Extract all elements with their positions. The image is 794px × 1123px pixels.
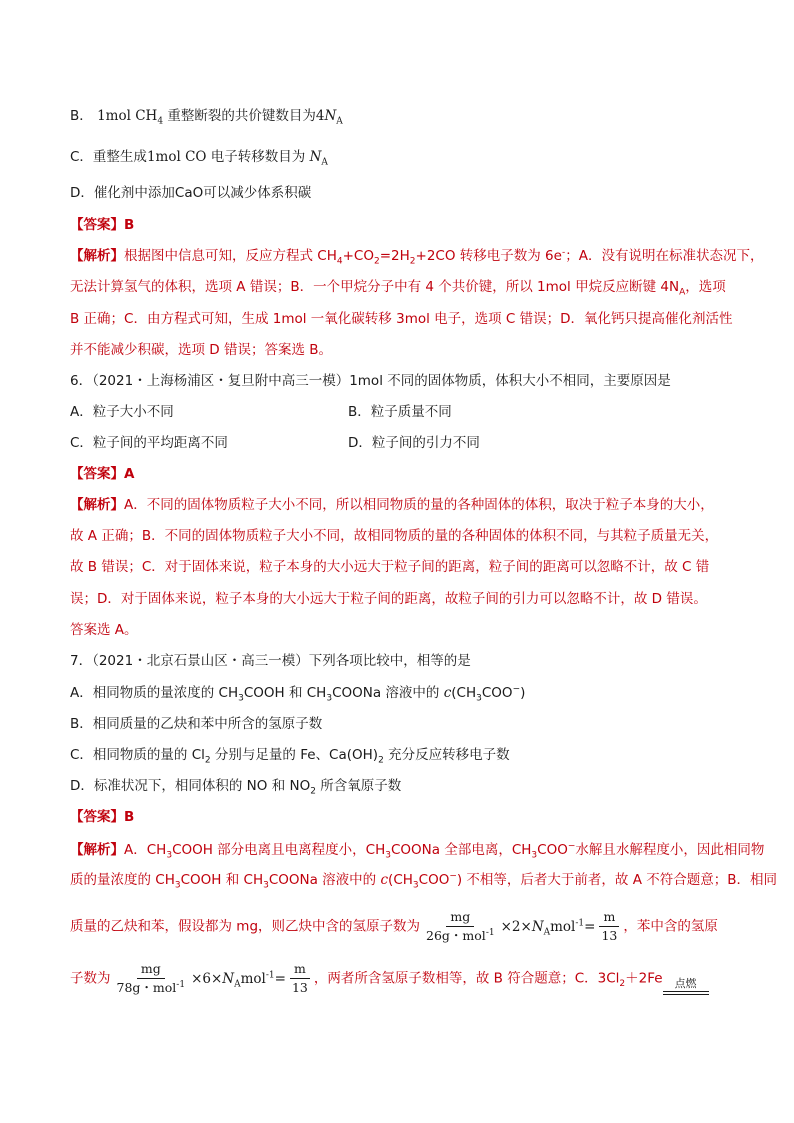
question-stem: 7．（2021・北京石景山区・高三一模）下列各项比较中，相等的是 <box>70 653 471 669</box>
option-c: C．相同物质的量的 $Cl_2$ 分别与足量的 Fe、$Ca(OH)_2$ 充分反应转移电子数 <box>70 747 510 766</box>
analysis-line: 故 B 错误；C．对于固体来说，粒子本身的大小远大于粒子间的距离，粒子间的距离可以忽略不计，故 C 错 <box>70 559 710 575</box>
analysis-line: 【解析】A．不同的固体物质粒子大小不同，所以相同物质的量的各种固体的体积，取决于粒子本身的大小， <box>70 497 714 513</box>
analysis-line: 无法计算氢气的体积，选项 A 错误；B．一个甲烷分子中有 4 个共价键，所以 1mol 甲烷反应断键 $4N_A$，选项 <box>70 279 726 298</box>
fraction: $\frac{m}{13}$ <box>291 961 308 995</box>
option-a: A．相同物质的量浓度的 $CH_3COOH$ 和 $CH_3COONa$ 溶液中的 $c(CH_3COO^-)$ <box>70 684 526 704</box>
reaction-condition-arrow: 点燃 <box>663 978 709 995</box>
answer-label: 【答案】B <box>70 809 135 825</box>
option-row: A．粒子大小不同 B．粒子质量不同 <box>70 404 452 420</box>
analysis-line: B 正确；C．由方程式可知，生成 1mol 一氧化碳转移 3mol 电子，选项 C 错误；D．氧化钙只提高催化剂活性 <box>70 311 733 327</box>
fraction: $\frac{m}{13}$ <box>601 909 618 943</box>
option-b: B．相同质量的乙炔和苯中所含的氢原子数 <box>70 716 323 732</box>
analysis-line: 【解析】A．$CH_3COOH$ 部分电离且电离程度小，$CH_3COONa$ 全部电离，$CH_3COO^-$水解且水解程度小，因此相同物 <box>70 841 765 861</box>
analysis-line: 误；D．对于固体来说，粒子本身的大小远大于粒子间的距离，故粒子间的引力可以忽略不计，故 D 错误。 <box>70 591 707 607</box>
analysis-formula-line: 子数为 $\frac{mg}{78g・mol^{-1}}$ $\times 6\times N_Amol^{-1}=$ $\frac{m}{13}$ ，两者所含氢原子数相等，故 B 符合题意；C．$3Cl_2+2Fe$ 点燃 <box>70 962 730 995</box>
analysis-line: 并不能减少积碳，选项 D 错误；答案选 B。 <box>70 342 333 358</box>
option-row: C．粒子间的平均距离不同 D．粒子间的引力不同 <box>70 435 480 451</box>
fraction: $\frac{mg}{26g・mol^{-1}}$ <box>426 909 495 943</box>
question-stem: 6．（2021・上海杨浦区・复旦附中高三一模）1mol 不同的固体物质，体积大小不相同，主要原因是 <box>70 373 671 389</box>
fraction: $\frac{mg}{78g・mol^{-1}}$ <box>116 961 186 995</box>
analysis-line: 质的量浓度的 $CH_3COOH$ 和 $CH_3COONa$ 溶液中的 $c(CH_3COO^-)$ 不相等，后者大于前者，故 A 不符合题意；B．相同 <box>70 871 778 891</box>
option-d: D．催化剂中添加CaO可以减少体系积碳 <box>70 185 312 201</box>
analysis-line: 故 A 正确；B．不同的固体物质粒子大小不同，故相同物质的量的各种固体的体积不同，与其粒子质量无关， <box>70 528 719 544</box>
analysis-formula-line: 质量的乙炔和苯，假设都为 mg，则乙炔中含的氢原子数为 $\frac{mg}{26g・mol^{-1}}$ $\times 2\times N_Amol^{-1}=$ $\frac{m}{13}$ ，苯中含的氢原 <box>70 909 718 943</box>
option-c: C．重整生成1mol CO 电子转移数目为 $N_A$ <box>70 149 328 168</box>
option-d: D．标准状况下，相同体积的 NO 和 $NO_2$ 所含氧原子数 <box>70 778 402 797</box>
answer-label: 【答案】A <box>70 466 135 482</box>
answer-label: 【答案】B <box>70 217 135 233</box>
option-b: B． 1mol $CH_4$ 重整断裂的共价键数目为$4N_A$ <box>70 108 343 127</box>
analysis-line: 答案选 A。 <box>70 622 138 638</box>
analysis-line: 【解析】根据图中信息可知，反应方程式 $CH_4+CO_2=2H_2+2CO$ 转移电子数为 6e-；A．没有说明在标准状态况下， <box>70 247 764 267</box>
